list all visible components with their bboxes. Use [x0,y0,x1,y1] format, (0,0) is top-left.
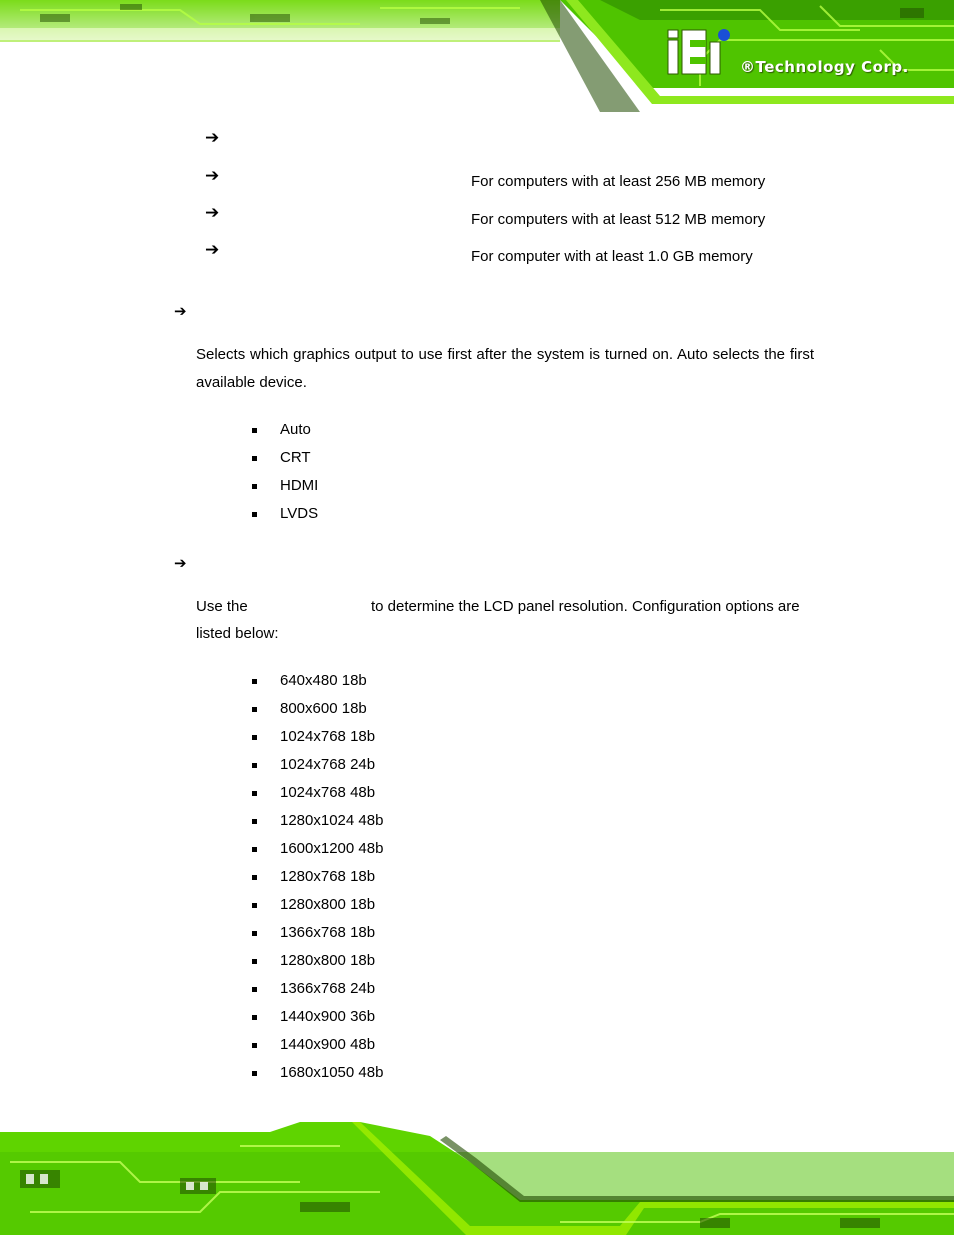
pcb-footer-graphic [0,1122,954,1235]
arrow-icon: ➔ [205,203,220,223]
list-item: 1024x768 18b [252,723,383,751]
bullet-icon [252,1015,257,1020]
bullet-icon [252,819,257,824]
iei-logo-icon [666,28,736,76]
bullet-icon [252,456,257,461]
list-item: 1600x1200 48b [252,835,383,863]
list-item: 1024x768 24b [252,751,383,779]
list-item: 640x480 18b [252,667,383,695]
bullet-icon [252,1043,257,1048]
memory-option-description: For computers with at least 512 MB memory [471,211,766,228]
bullet-icon [252,959,257,964]
bullet-icon [252,987,257,992]
bullet-icon [252,428,257,433]
bullet-icon [252,791,257,796]
list-item: 1280x768 18b [252,863,383,891]
list-item: Auto [252,416,318,444]
memory-option-description: For computers with at least 256 MB memory [471,173,766,190]
bullet-icon [252,763,257,768]
bullet-icon [252,1071,257,1076]
bullet-icon [252,847,257,852]
arrow-icon: ➔ [205,240,220,260]
arrow-icon: ➔ [174,302,187,320]
boot-display-description: Selects which graphics output to use first after the system is turned on. Auto selects the first available device. [196,346,814,391]
list-item: 1280x800 18b [252,947,383,975]
iei-logo [666,28,736,76]
company-name: ®Technology Corp. [740,58,909,76]
bullet-icon [252,679,257,684]
list-item: LVDS [252,500,318,528]
bullet-icon [252,484,257,489]
bullet-icon [252,875,257,880]
bullet-icon [252,931,257,936]
bullet-icon [252,707,257,712]
arrow-icon: ➔ [205,166,220,186]
bullet-icon [252,735,257,740]
arrow-icon: ➔ [205,128,220,148]
list-item: 1366x768 24b [252,975,383,1003]
pcb-header-graphic [0,0,954,112]
panel-type-description-line2: listed below: [196,625,279,642]
panel-type-description-start: Use the [196,598,248,615]
list-item: 1280x800 18b [252,891,383,919]
page-header [0,0,954,112]
bullet-icon [252,903,257,908]
list-item: 800x600 18b [252,695,383,723]
panel-type-description-end: to determine the LCD panel resolution. Configuration options are [371,598,800,615]
list-item: 1440x900 48b [252,1031,383,1059]
page-footer [0,1122,954,1235]
bullet-icon [252,512,257,517]
memory-option-description: For computer with at least 1.0 GB memory [471,248,753,265]
list-item: 1024x768 48b [252,779,383,807]
list-item: 1680x1050 48b [252,1059,383,1087]
list-item: HDMI [252,472,318,500]
arrow-icon: ➔ [174,554,187,572]
list-item: 1366x768 18b [252,919,383,947]
list-item: 1440x900 36b [252,1003,383,1031]
panel-type-options [252,667,383,1087]
list-item: 1280x1024 48b [252,807,383,835]
list-item: CRT [252,444,318,472]
boot-display-options [252,416,318,528]
